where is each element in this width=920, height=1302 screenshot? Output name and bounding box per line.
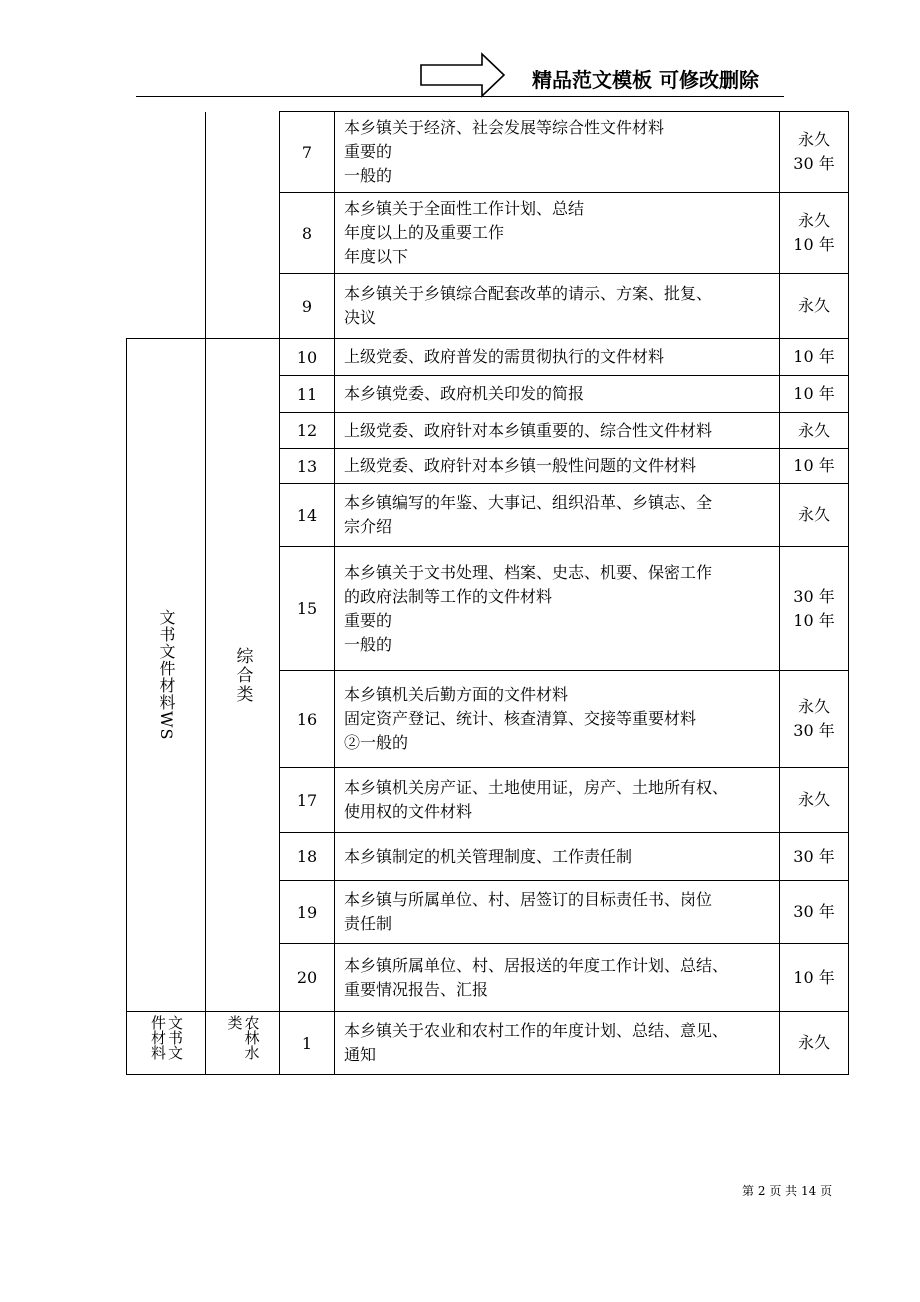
retention-period: 30 年: [780, 833, 849, 881]
retention-period: 永久: [780, 768, 849, 833]
row-number: 12: [280, 413, 335, 449]
retention-period: 10 年: [780, 944, 849, 1012]
row-number: 7: [280, 112, 335, 193]
table-row: [127, 339, 849, 376]
retention-table: [126, 111, 849, 1075]
category-a-cell: [127, 339, 206, 1012]
retention-period: 永久: [780, 484, 849, 547]
retention-period: 永久: [780, 1012, 849, 1075]
category-a-label: 文书文件材料WS: [157, 609, 176, 741]
row-content: 上级党委、政府针对本乡镇重要的、综合性文件材料: [335, 413, 780, 449]
retention-period: 永久 10 年: [780, 193, 849, 274]
category-a-cell-top: [127, 112, 206, 339]
page-footer: 第 2 页 共 14 页: [742, 1184, 833, 1198]
row-content: 本乡镇党委、政府机关印发的简报: [335, 376, 780, 413]
retention-period: 30 年 10 年: [780, 547, 849, 671]
row-number: 17: [280, 768, 335, 833]
row-content: 本乡镇机关房产证、土地使用证，房产、土地所有权、 使用权的文件材料: [335, 768, 780, 833]
arrow-icon: [420, 52, 506, 98]
row-number: 16: [280, 671, 335, 768]
category-b-label-last: 农林水类: [225, 1015, 261, 1060]
row-number: 8: [280, 193, 335, 274]
row-number: 10: [280, 339, 335, 376]
row-number: 13: [280, 449, 335, 484]
total-pages: 14: [800, 1184, 817, 1198]
category-b-cell-last: [206, 1012, 280, 1075]
table-row: [127, 112, 849, 193]
row-content: 本乡镇关于全面性工作计划、总结 年度以上的及重要工作 年度以下: [335, 193, 780, 274]
row-number: 11: [280, 376, 335, 413]
row-content: 上级党委、政府普发的需贯彻执行的文件材料: [335, 339, 780, 376]
row-content: 本乡镇与所属单位、村、居签订的目标责任书、岗位 责任制: [335, 881, 780, 944]
row-number: 15: [280, 547, 335, 671]
retention-period: 10 年: [780, 449, 849, 484]
retention-period: 永久: [780, 274, 849, 339]
row-content: 上级党委、政府针对本乡镇一般性问题的文件材料: [335, 449, 780, 484]
row-number: 19: [280, 881, 335, 944]
category-a-cell-last: [127, 1012, 206, 1075]
category-b-cell-top: [206, 112, 280, 339]
row-content: 本乡镇所属单位、村、居报送的年度工作计划、总结、 重要情况报告、汇报: [335, 944, 780, 1012]
header-title: 精品范文模板 可修改删除: [532, 68, 759, 92]
row-content: 本乡镇关于农业和农村工作的年度计划、总结、意见、 通知: [335, 1012, 780, 1075]
row-content: 本乡镇关于文书处理、档案、史志、机要、保密工作 的政府法制等工作的文件材料 重要的 一般的: [335, 547, 780, 671]
row-content: 本乡镇机关后勤方面的文件材料 固定资产登记、统计、核查清算、交接等重要材料 ②一般的: [335, 671, 780, 768]
retention-period: 10 年: [780, 339, 849, 376]
row-content: 本乡镇制定的机关管理制度、工作责任制: [335, 833, 780, 881]
retention-period: 10 年: [780, 376, 849, 413]
retention-period: 永久: [780, 413, 849, 449]
row-number: 9: [280, 274, 335, 339]
retention-period: 永久 30 年: [780, 112, 849, 193]
current-page: 2: [757, 1184, 766, 1198]
category-a-label-last: 文书文件材料: [149, 1015, 184, 1060]
category-b-label: 综合类: [232, 646, 253, 704]
row-number: 14: [280, 484, 335, 547]
row-content: 本乡镇编写的年鉴、大事记、组织沿革、乡镇志、全 宗介绍: [335, 484, 780, 547]
retention-period: 永久 30 年: [780, 671, 849, 768]
category-b-cell: [206, 339, 280, 1012]
row-content: 本乡镇关于经济、社会发展等综合性文件材料 重要的 一般的: [335, 112, 780, 193]
row-number: 1: [280, 1012, 335, 1075]
header-divider: [136, 96, 784, 97]
row-number: 18: [280, 833, 335, 881]
table-row: [127, 1012, 849, 1075]
retention-period: 30 年: [780, 881, 849, 944]
row-number: 20: [280, 944, 335, 1012]
row-content: 本乡镇关于乡镇综合配套改革的请示、方案、批复、 决议: [335, 274, 780, 339]
